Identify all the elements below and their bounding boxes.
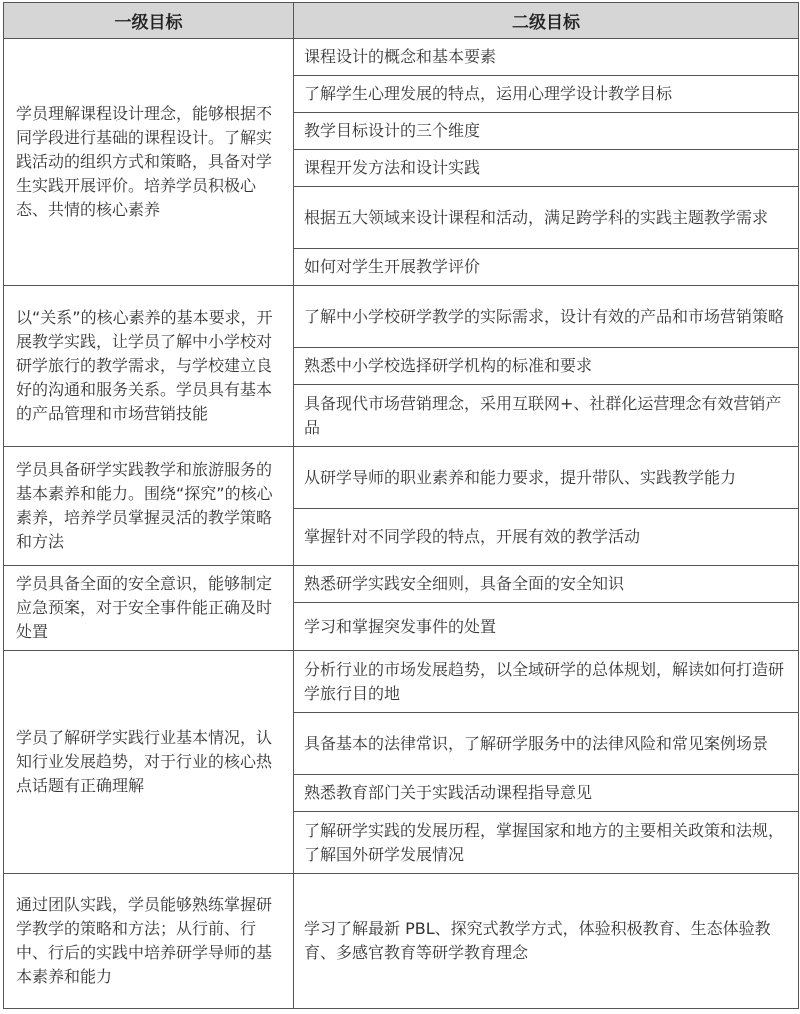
table-row <box>4 566 799 603</box>
secondary-objective: 熟悉研学实践安全细则，具备全面的安全知识 <box>294 566 799 603</box>
table-row <box>4 39 799 76</box>
secondary-objective: 掌握针对不同学段的特点，开展有效的教学活动 <box>294 509 799 566</box>
header-level1: 一级目标 <box>4 3 294 39</box>
secondary-objective: 具备基本的法律常识，了解研学服务中的法律风险和常见案例场景 <box>294 713 799 775</box>
table-row <box>4 286 799 348</box>
table-row <box>4 651 799 713</box>
primary-objective-1: 学员理解课程设计理念，能够根据不同学段进行基础的课程设计。了解实践活动的组织方式和策略，具备对学生实践开展评价。培养学员积极心态、共情的核心素养 <box>4 39 294 286</box>
secondary-objective: 具备现代市场营销理念，采用互联网+、社群化运营理念有效营销产品 <box>294 385 799 447</box>
header-row <box>4 3 799 39</box>
primary-objective-5: 学员了解研学实践行业基本情况，认知行业发展趋势，对于行业的核心热点话题有正确理解 <box>4 651 294 874</box>
secondary-objective: 了解学生心理发展的特点，运用心理学设计教学目标 <box>294 76 799 113</box>
secondary-objective: 如何对学生开展教学评价 <box>294 249 799 286</box>
primary-objective-3: 学员具备研学实践教学和旅游服务的基本素养和能力。围绕“探究”的核心素养，培养学员掌握灵活的教学策略和方法 <box>4 447 294 566</box>
secondary-objective: 从研学导师的职业素养和能力要求，提升带队、实践教学能力 <box>294 447 799 509</box>
primary-objective-2: 以“关系”的核心素养的基本要求，开展教学实践，让学员了解中小学校对研学旅行的教学需求，与学校建立良好的沟通和服务关系。学员具有基本的产品管理和市场营销技能 <box>4 286 294 447</box>
primary-objective-4: 学员具备全面的安全意识，能够制定应急预案，对于安全事件能正确及时处置 <box>4 566 294 651</box>
primary-objective-6: 通过团队实践，学员能够熟练掌握研学教学的策略和方法；从行前、行中、行后的实践中培养研学导师的基本素养和能力 <box>4 874 294 1009</box>
table-row <box>4 447 799 509</box>
secondary-objective: 熟悉教育部门关于实践活动课程指导意见 <box>294 775 799 812</box>
secondary-objective: 根据五大领域来设计课程和活动，满足跨学科的实践主题教学需求 <box>294 187 799 249</box>
secondary-objective: 了解中小学校研学教学的实际需求，设计有效的产品和市场营销策略 <box>294 286 799 348</box>
table-row <box>4 874 799 1009</box>
objectives-table <box>3 2 799 1009</box>
secondary-objective: 教学目标设计的三个维度 <box>294 113 799 150</box>
secondary-objective: 学习和掌握突发事件的处置 <box>294 603 799 651</box>
secondary-objective: 课程设计的概念和基本要素 <box>294 39 799 76</box>
secondary-objective: 课程开发方法和设计实践 <box>294 150 799 187</box>
secondary-objective: 分析行业的市场发展趋势，以全域研学的总体规划，解读如何打造研学旅行目的地 <box>294 651 799 713</box>
header-level2: 二级目标 <box>294 3 799 39</box>
secondary-objective: 熟悉中小学校选择研学机构的标准和要求 <box>294 348 799 385</box>
secondary-objective: 学习了解最新 PBL、探究式教学方式，体验积极教育、生态体验教育、多感官教育等研学教育理念 <box>294 874 799 1009</box>
secondary-objective: 了解研学实践的发展历程，掌握国家和地方的主要相关政策和法规，了解国外研学发展情况 <box>294 812 799 874</box>
